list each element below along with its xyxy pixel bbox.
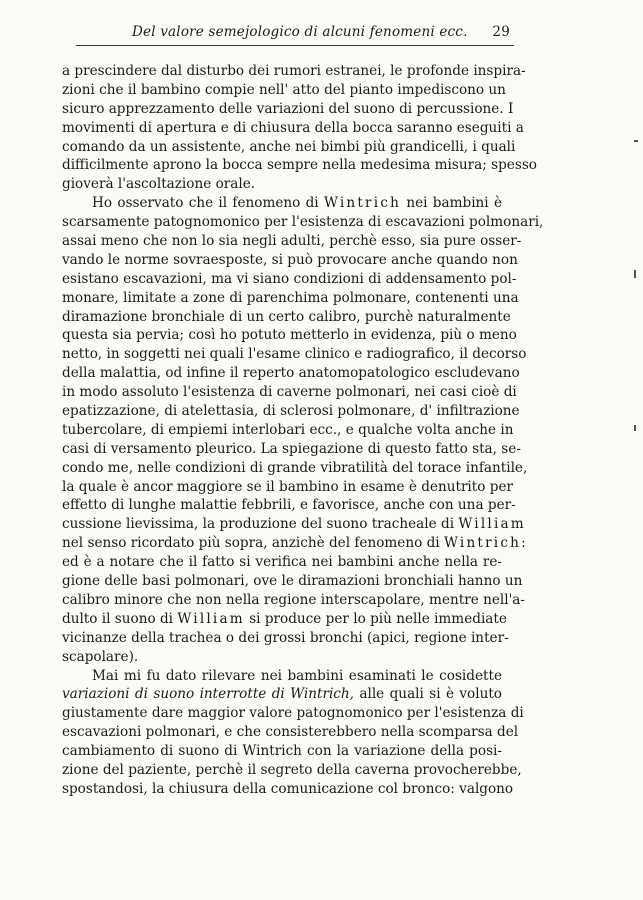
text-line: zione del paziente, perchè il segreto della caverna provocherebbe, <box>62 761 522 778</box>
text-line: scarsamente patognomonico per l'esistenza di escavazioni polmonari, <box>62 214 544 231</box>
text-span: : <box>521 535 526 552</box>
text-line: tubercolare, di empiemi interlobari ecc., e qualche volta anche in <box>62 421 514 438</box>
text-line: la quale è ancor maggiore se il bambino in esame è denutrito per <box>62 478 513 495</box>
text-line: vando le norme sovraesposte, si può provocare anche quando non <box>62 251 518 268</box>
text-line: esistano escavazioni, ma vi siano condizioni di addensamento pol- <box>62 270 517 287</box>
text-line <box>62 534 526 553</box>
text-line: netto, in soggetti nei quali l'esame clinico e radiografico, il decorso <box>62 346 527 363</box>
text-line: assai meno che non lo sia negli adulti, perchè esso, sia pure osser- <box>62 233 522 250</box>
text-line: scapolare). <box>62 648 139 665</box>
text-span: cussione lievissima, la produzione del suono tracheale di <box>62 516 459 533</box>
text-line: in modo assoluto l'esistenza di caverne polmonari, nei casi cioè di <box>62 384 517 401</box>
text-line: monare, limitate a zone di parenchima polmonare, contenenti una <box>62 289 519 306</box>
text-line: giustamente dare maggior valore patognomonico per l'esistenza di <box>62 705 524 722</box>
paragraph-3 <box>62 667 524 799</box>
text-span: dulto il suono di <box>62 610 178 627</box>
body-text <box>62 62 544 799</box>
text-line: effetto di lunghe malattie febbrili, e favorisce, anche con una per- <box>62 497 516 514</box>
text-line: difficilmente aprono la bocca sempre nella medesima misura; spesso <box>62 157 537 174</box>
text-line <box>62 610 507 629</box>
text-line: diramazione bronchiale di un certo calibro, purchè naturalmente <box>62 308 511 325</box>
text-line: questa sia pervia; così ho potuto metterlo in evidenza, più o meno <box>62 327 517 344</box>
page-number: 29 <box>492 24 510 40</box>
text-line <box>62 194 502 213</box>
text-line: escavazioni polmonari, e che consisterebbero nella scomparsa del <box>62 724 519 741</box>
header-rule <box>76 45 514 46</box>
text-line <box>62 515 526 534</box>
text-line: comando da un assistente, anche nei bimbi più grandicelli, i quali <box>62 138 516 155</box>
text-span: nel senso ricordato più sopra, anzichè del fenomeno di <box>62 535 444 552</box>
text-line <box>62 685 502 704</box>
author-name: Wintrich <box>443 535 522 552</box>
italic-term: variazioni di suono interrotte di Wintrich, <box>62 686 354 703</box>
text-line: cambiamento di suono di Wintrich con la variazione della posi- <box>62 743 502 760</box>
text-line: zioni che il bambino compie nell' atto del pianto impediscono un <box>62 81 506 98</box>
paragraph-2 <box>62 194 544 666</box>
text-line: vicinanze della trachea o dei grossi bronchi (apici, regione inter- <box>62 629 509 646</box>
text-line: a prescindere dal disturbo dei rumori estranei, le profonde inspira- <box>62 63 526 79</box>
text-line: calibro minore che non nella regione interscapolare, mentre nell'a- <box>62 591 525 608</box>
text-line: spostandosi, la chiusura della comunicazione col bronco: valgono <box>62 780 514 797</box>
text-line: movimenti di apertura e di chiusura della bocca saranno eseguiti a <box>62 119 524 136</box>
text-span: si produce per lo più nelle immediate <box>244 610 507 627</box>
author-name: William <box>177 610 245 627</box>
text-line: gioverà l'ascoltazione orale. <box>62 176 256 193</box>
text-line: condo me, nelle condizioni di grande vibratilità del torace infantile, <box>62 459 528 476</box>
running-title: Del valore semejologico di alcuni fenomeni ecc. <box>132 24 468 40</box>
text-span: alle quali si è voluto <box>354 686 502 703</box>
text-span: nei bambini è <box>401 195 502 212</box>
author-name: Wintrich <box>323 195 402 212</box>
scan-mark <box>634 270 636 278</box>
text-line: Mai mi fu dato rilevare nei bambini esaminati le cosidette <box>92 667 502 684</box>
author-name: William <box>458 516 526 533</box>
scan-mark <box>634 425 636 431</box>
text-line: della malattia, od infine il reperto anatomopatologico escludevano <box>62 365 520 382</box>
paragraph-1 <box>62 62 537 194</box>
text-line: ed è a notare che il fatto si verifica nei bambini anche nella re- <box>62 554 502 571</box>
text-line: epatizzazione, di atelettasia, di sclerosi polmonare, d' infiltrazione <box>62 403 520 420</box>
text-line: gione delle basi polmonari, ove le diramazioni bronchiali hanno un <box>62 573 523 590</box>
text-line: casi di versamento pleurico. La spiegazione di questo fatto sta, se- <box>62 440 521 457</box>
text-line: sicuro apprezzamento delle variazioni del suono di percussione. I <box>62 100 514 117</box>
scan-mark <box>634 140 638 142</box>
text-span: Ho osservato che il fenomeno di <box>92 195 324 212</box>
